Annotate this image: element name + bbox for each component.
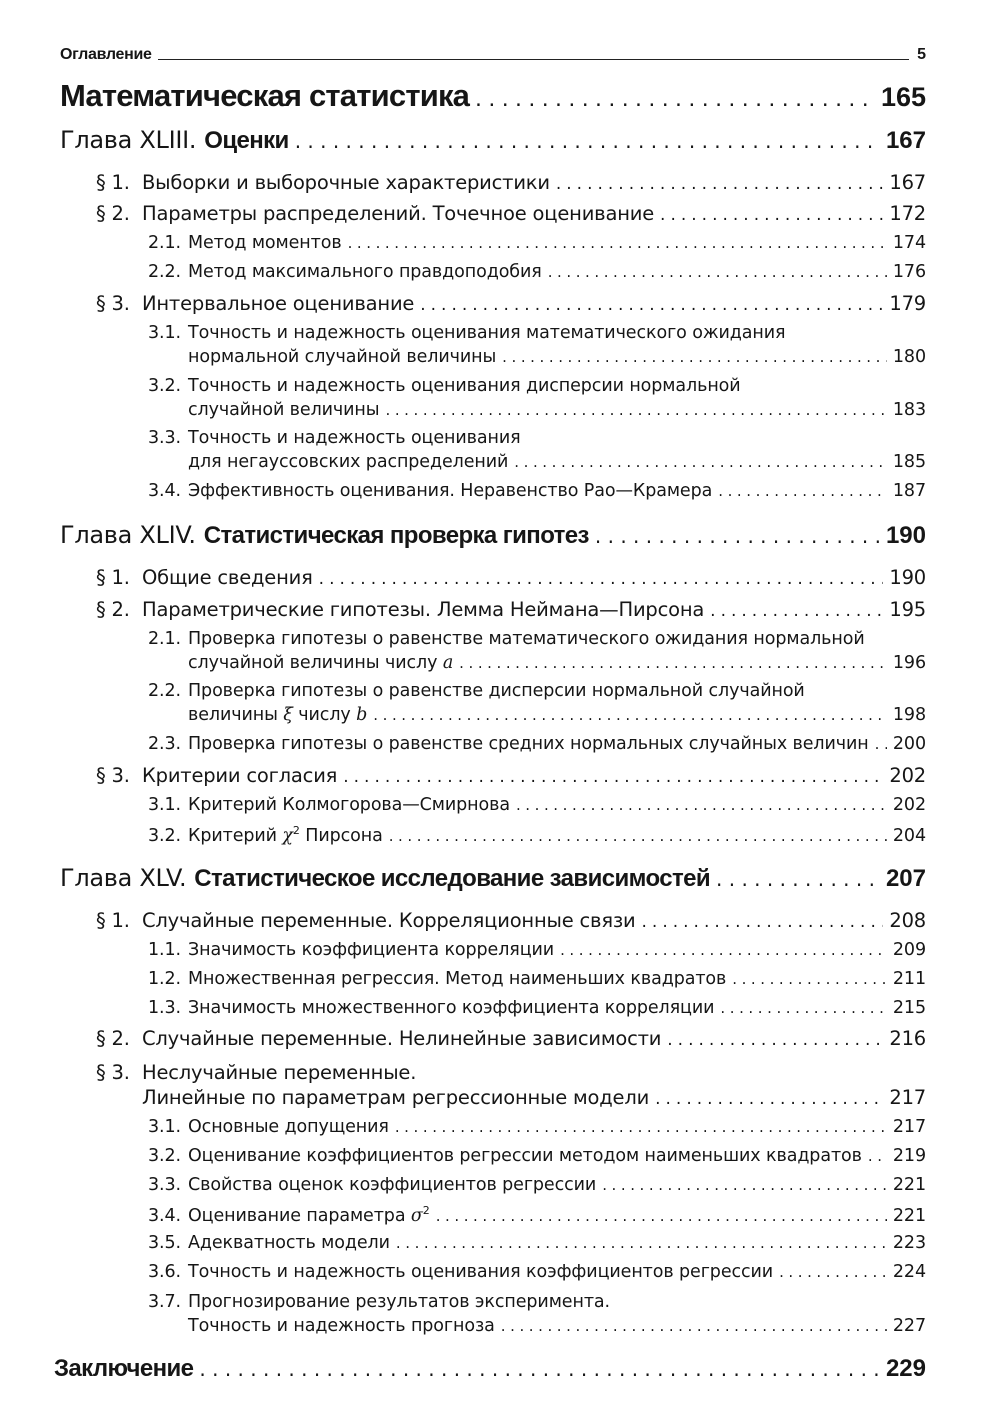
toc-subsection-entry-line1[interactable]: [148, 629, 865, 649]
section-title: Критерии согласия: [142, 764, 338, 787]
subsection-title-line2: величины: [188, 705, 278, 725]
chapter-prefix: Глава XLIV.: [60, 521, 196, 549]
subsection-number: 3.1.: [148, 795, 181, 815]
subsection-title: Оценивание коэффициентов регрессии методом наименьших квадратов: [188, 1146, 862, 1166]
subsection-title: Значимость множественного коэффициента корреляции: [188, 998, 715, 1018]
running-header: [60, 42, 926, 64]
subsection-title: Оценивание параметра: [188, 1205, 406, 1226]
page-number: 167: [889, 171, 926, 194]
section-title: Случайные переменные. Нелинейные зависимости: [142, 1027, 662, 1050]
page-number: 195: [889, 598, 926, 621]
chapter-title: Оценки: [204, 127, 289, 154]
page-number: 227: [892, 1316, 926, 1336]
page-number: 223: [892, 1233, 926, 1253]
toc-subsection-entry[interactable]: [148, 1262, 926, 1282]
page-number: 202: [889, 764, 926, 787]
subsection-number: 2.2.: [148, 681, 181, 701]
page-number: 185: [892, 452, 926, 472]
toc-section-entry[interactable]: [96, 764, 926, 787]
section-number: § 3.: [96, 1061, 130, 1084]
page-number: 183: [892, 400, 926, 420]
leader-dots: [642, 912, 884, 932]
section-number: § 3.: [96, 764, 130, 787]
leader-dots: [732, 970, 887, 988]
leader-dots: [560, 941, 887, 959]
subsection-title-line1: Прогнозирование результатов эксперимента.: [188, 1292, 611, 1312]
leader-dots: [868, 1147, 887, 1165]
chapter-prefix: Глава XLIII.: [60, 126, 197, 154]
leader-dots: [373, 706, 887, 724]
page-number: 176: [892, 262, 926, 282]
leader-dots: [660, 205, 883, 225]
toc-subsection-entry[interactable]: [148, 940, 926, 960]
subsection-title: Критерий Колмогорова—Смирнова: [188, 795, 510, 815]
toc-section-entry[interactable]: [96, 292, 926, 315]
subsection-number: 2.3.: [148, 734, 181, 754]
leader-dots: [516, 796, 887, 814]
leader-dots: [395, 1118, 887, 1136]
toc-subsection-entry[interactable]: [148, 969, 926, 989]
leader-dots: [389, 827, 887, 845]
leader-dots: [295, 129, 880, 153]
subsection-number: 1.1.: [148, 940, 181, 960]
chapter-title: Статистическая проверка гипотез: [203, 522, 589, 549]
subsection-title-line1: Проверка гипотезы о равенстве математического ожидания нормальной: [188, 629, 865, 649]
section-number: § 2.: [96, 598, 130, 621]
toc-conclusion-entry[interactable]: [54, 1355, 926, 1383]
page-number: 174: [892, 233, 926, 253]
subsection-title-line2: случайной величины числу: [188, 653, 438, 673]
subsection-title: Основные допущения: [188, 1117, 389, 1137]
toc-subsection-entry[interactable]: [148, 233, 926, 253]
leader-dots: [502, 348, 887, 366]
chapter-title: Статистическое исследование зависимостей: [194, 865, 711, 892]
leader-dots: [710, 601, 883, 621]
subsection-number: 3.2.: [148, 1146, 181, 1166]
subsection-number: 3.3.: [148, 1175, 181, 1195]
subsection-number: 3.4.: [148, 481, 181, 501]
page-number: 217: [889, 1086, 926, 1109]
toc-subsection-entry-line1[interactable]: [148, 428, 521, 448]
toc-subsection-entry[interactable]: [148, 1233, 926, 1253]
subsection-title: Множественная регрессия. Метод наименьших квадратов: [188, 969, 727, 989]
leader-dots: [875, 735, 887, 753]
subsection-title-line2: для негауссовских распределений: [188, 452, 509, 472]
subsection-number: 3.1.: [148, 323, 181, 343]
section-title-line2: Линейные по параметрам регрессионные модели: [142, 1086, 650, 1109]
page-number: 215: [892, 998, 926, 1018]
page-number: 204: [892, 825, 926, 846]
subsection-number: 3.2.: [148, 825, 181, 846]
page-number: 165: [880, 82, 926, 112]
toc-subsection-entry[interactable]: [148, 481, 926, 501]
page-number: 219: [892, 1146, 926, 1166]
subsection-number: 3.5.: [148, 1233, 181, 1253]
page-number: 224: [892, 1262, 926, 1282]
subsection-title-line1: Точность и надежность оценивания математического ожидания: [188, 323, 786, 343]
math-symbol: ξ: [283, 705, 293, 725]
math-superscript: 2: [292, 824, 300, 837]
toc-subsection-entry[interactable]: [148, 1117, 926, 1137]
toc-subsection-entry[interactable]: [148, 734, 926, 754]
toc-section-entry[interactable]: [96, 909, 926, 932]
toc-subsection-entry-line2[interactable]: [188, 347, 926, 367]
section-title-line1: Неслучайные переменные.: [142, 1061, 417, 1084]
leader-dots: [319, 569, 884, 589]
leader-dots: [779, 1263, 887, 1281]
subsection-title-line2: Точность и надежность прогноза: [188, 1316, 495, 1336]
math-superscript: 2: [422, 1204, 430, 1217]
leader-dots: [475, 85, 875, 113]
subsection-title: Свойства оценок коэффициентов регрессии: [188, 1175, 597, 1195]
conclusion-title: Заключение: [54, 1355, 194, 1382]
section-number: § 2.: [96, 1027, 130, 1050]
toc-section-entry[interactable]: [96, 598, 926, 621]
subsection-number: 3.7.: [148, 1292, 181, 1312]
section-number: § 3.: [96, 292, 130, 315]
toc-subsection-entry-line1[interactable]: [148, 376, 741, 396]
section-number: § 2.: [96, 202, 130, 225]
leader-dots: [602, 1176, 887, 1194]
page-number: 190: [889, 566, 926, 589]
subsection-title: Метод максимального правдоподобия: [188, 262, 542, 282]
subsection-title: Критерий: [188, 825, 277, 846]
subsection-title: Значимость коэффициента корреляции: [188, 940, 555, 960]
toc-chapter-entry[interactable]: [60, 126, 926, 155]
section-title: Общие сведения: [142, 566, 313, 589]
leader-dots: [514, 453, 887, 471]
section-number: § 1.: [96, 909, 130, 932]
leader-dots: [459, 654, 887, 672]
page-number: 196: [892, 653, 926, 673]
subsection-title: Пирсона: [305, 825, 383, 846]
subsection-number: 3.4.: [148, 1205, 181, 1226]
toc-subsection-entry-line2[interactable]: [188, 452, 926, 472]
leader-dots: [655, 1089, 883, 1109]
toc-section-entry-line2[interactable]: [142, 1086, 926, 1109]
toc-subsection-entry-line2[interactable]: [188, 400, 926, 420]
math-symbol: a: [442, 653, 454, 673]
subsection-number: 2.1.: [148, 629, 181, 649]
leader-dots: [386, 401, 887, 419]
subsection-number: 3.1.: [148, 1117, 181, 1137]
page-number: 179: [889, 292, 926, 315]
toc-subsection-entry[interactable]: [148, 795, 926, 815]
subsection-number: 1.3.: [148, 998, 181, 1018]
toc-subsection-entry[interactable]: [148, 998, 926, 1018]
subsection-number: 3.6.: [148, 1262, 181, 1282]
leader-dots: [199, 1357, 880, 1381]
leader-dots: [343, 767, 883, 787]
toc-subsection-entry-line2[interactable]: [188, 1316, 926, 1336]
page-number: 209: [892, 940, 926, 960]
toc-chapter-entry[interactable]: [60, 864, 926, 893]
subsection-number: 1.2.: [148, 969, 181, 989]
running-header-title: Оглавление: [60, 46, 152, 63]
section-number: § 1.: [96, 566, 130, 589]
page-number: 207: [885, 865, 926, 892]
section-title: Выборки и выборочные характеристики: [142, 171, 550, 194]
page-number: 221: [892, 1205, 926, 1226]
leader-dots: [501, 1317, 887, 1335]
math-symbol: χ: [282, 825, 293, 846]
toc-subsection-entry-line2[interactable]: [188, 653, 926, 673]
toc-subsection-entry[interactable]: [148, 824, 926, 846]
leader-dots: [595, 524, 880, 548]
page-number: 187: [892, 481, 926, 501]
subsection-title-line2: числу: [298, 705, 351, 725]
leader-dots: [396, 1234, 887, 1252]
page-number: 221: [892, 1175, 926, 1195]
subsection-number: 3.2.: [148, 376, 181, 396]
toc-section-entry[interactable]: [96, 566, 926, 589]
page-number: 198: [892, 705, 926, 725]
toc-chapter-entry[interactable]: [60, 521, 926, 550]
toc-subsection-entry-line2[interactable]: [188, 705, 926, 725]
section-title: Параметрические гипотезы. Лемма Неймана—Пирсона: [142, 598, 705, 621]
page-number: 211: [892, 969, 926, 989]
leader-dots: [348, 234, 887, 252]
math-symbol: σ: [410, 1205, 423, 1226]
page-number: 208: [889, 909, 926, 932]
subsection-title-line2: нормальной случайной величины: [188, 347, 497, 367]
section-title: Случайные переменные. Корреляционные связи: [142, 909, 636, 932]
toc-section-entry[interactable]: [96, 202, 926, 225]
section-number: § 1.: [96, 171, 130, 194]
toc-subsection-entry[interactable]: [148, 1204, 926, 1226]
toc-section-entry[interactable]: [96, 1027, 926, 1050]
page-number: 216: [889, 1027, 926, 1050]
page-number: 202: [892, 795, 926, 815]
page-number: 229: [885, 1355, 926, 1382]
subsection-title: Проверка гипотезы о равенстве средних нормальных случайных величин: [188, 734, 869, 754]
leader-dots: [716, 867, 880, 891]
section-title: Параметры распределений. Точечное оценивание: [142, 202, 655, 225]
subsection-title: Эффективность оценивания. Неравенство Рао—Крамера: [188, 481, 713, 501]
page-number: 180: [892, 347, 926, 367]
toc-section-entry-line1[interactable]: [96, 1061, 416, 1084]
page-number: 167: [885, 127, 926, 154]
chapter-prefix: Глава XLV.: [60, 864, 187, 892]
leader-dots: [667, 1030, 883, 1050]
subsection-number: 2.1.: [148, 233, 181, 253]
leader-dots: [556, 174, 884, 194]
toc-subsection-entry-line1[interactable]: [148, 323, 785, 343]
leader-dots: [548, 263, 887, 281]
toc-subsection-entry-line1[interactable]: [148, 1292, 610, 1312]
page-number: 217: [892, 1117, 926, 1137]
leader-dots: [436, 1207, 887, 1225]
subsection-title: Адекватность модели: [188, 1233, 390, 1253]
part-title: Математическая статистика: [60, 78, 470, 113]
leader-dots: [720, 999, 886, 1017]
toc-section-entry[interactable]: [96, 171, 926, 194]
section-title: Интервальное оценивание: [142, 292, 415, 315]
leader-dots: [718, 482, 887, 500]
running-header-page-number: 5: [917, 46, 926, 63]
leader-dots: [420, 295, 883, 315]
page-number: 200: [892, 734, 926, 754]
toc-part-entry[interactable]: [60, 78, 926, 114]
page-number: 172: [889, 202, 926, 225]
subsection-title: Метод моментов: [188, 233, 342, 253]
toc-subsection-entry[interactable]: [148, 1175, 926, 1195]
subsection-title-line1: Точность и надежность оценивания: [188, 428, 521, 448]
toc-subsection-entry[interactable]: [148, 262, 926, 282]
subsection-number: 2.2.: [148, 262, 181, 282]
page-number: 190: [885, 522, 926, 549]
subsection-title: Точность и надежность оценивания коэффициентов регрессии: [188, 1262, 774, 1282]
toc-subsection-entry[interactable]: [148, 1146, 926, 1166]
toc-subsection-entry-line1[interactable]: [148, 681, 805, 701]
running-header-rule: [158, 59, 909, 60]
subsection-title-line1: Проверка гипотезы о равенстве дисперсии нормальной случайной: [188, 681, 805, 701]
subsection-title-line1: Точность и надежность оценивания дисперсии нормальной: [188, 376, 741, 396]
subsection-title-line2: случайной величины: [188, 400, 380, 420]
subsection-number: 3.3.: [148, 428, 181, 448]
math-symbol: b: [356, 705, 368, 725]
